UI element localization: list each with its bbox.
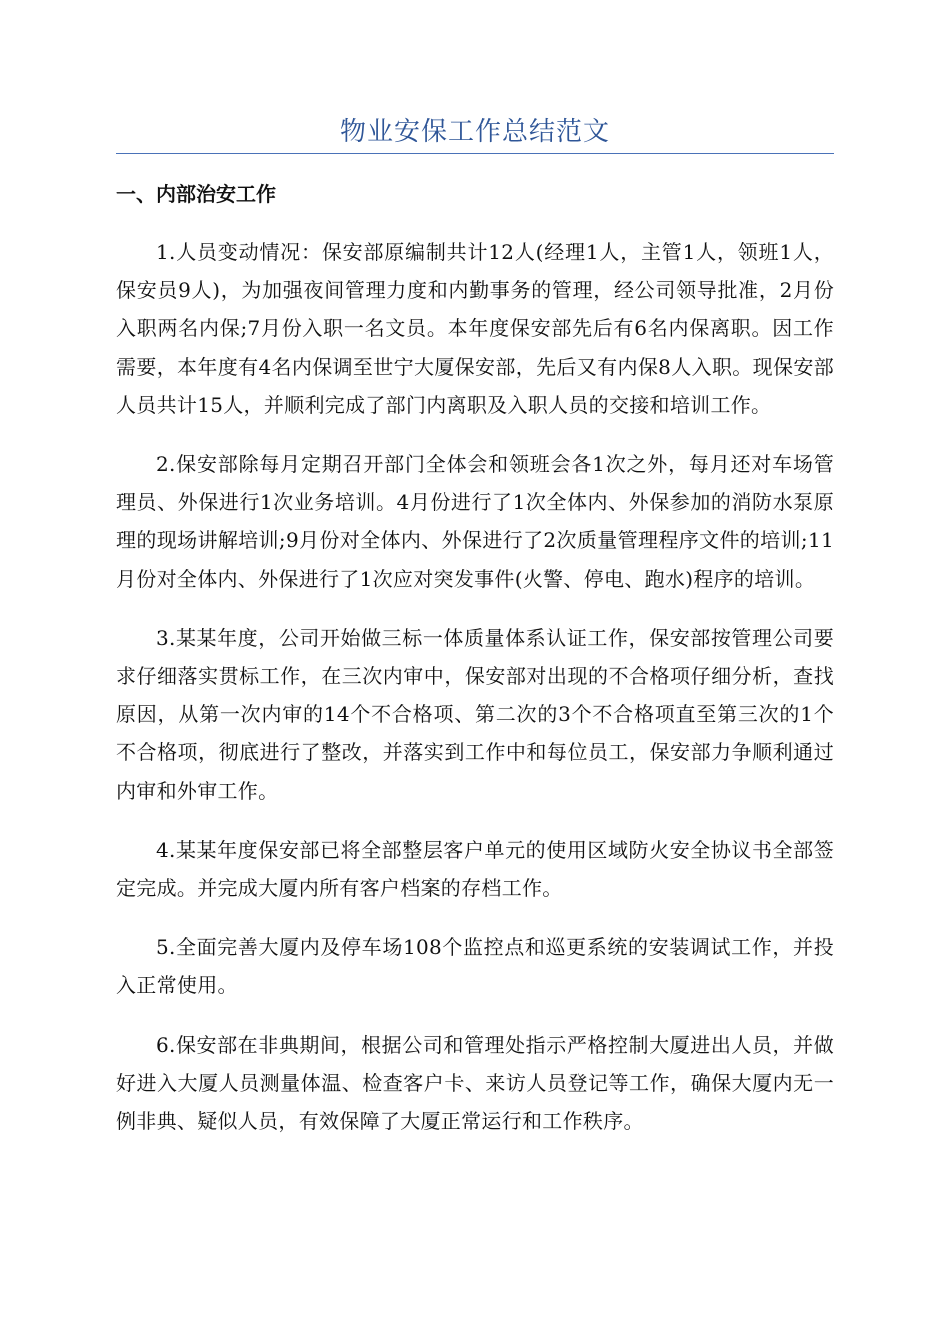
document-title: 物业安保工作总结范文 [339, 117, 610, 147]
paragraph-1: 1.人员变动情况：保安部原编制共计12人(经理1人，主管1人，领班1人，保安员9人)，为加强夜间管理力度和内勤事务的管理，经公司领导批准，2月份入职两名内保;7月份入职一名文员。本年度保安部先后有6名内保离职。因工作需要，本年度有4名内保调至世宁大厦保安部，先后又有内保8人入职。现保安部人员共计15人，并顺利完成了部门内离职及入职人员的交接和培训工作。 [116, 240, 834, 417]
section-heading: 一、内部治安工作 [116, 182, 276, 206]
paragraph-4: 4.某某年度保安部已将全部整层客户单元的使用区域防火安全协议书全部签定完成。并完成大厦内所有客户档案的存档工作。 [116, 837, 834, 901]
document-body [116, 233, 834, 1161]
title-underline [116, 153, 834, 154]
paragraph-5: 5.全面完善大厦内及停车场108个监控点和巡更系统的安装调试工作，并投入正常使用。 [116, 935, 834, 998]
paragraph-2: 2.保安部除每月定期召开部门全体会和领班会各1次之外，每月还对车场管理员、外保进行1次业务培训。4月份进行了1次全体内、外保参加的消防水泵原理的现场讲解培训;9月份对全体内、外保进行了2次质量管理程序文件的培训;11月份对全体内、外保进行了1次应对突发事件(火警、停电、跑水)程序的培训。 [116, 452, 834, 591]
paragraph-3: 3.某某年度，公司开始做三标一体质量体系认证工作，保安部按管理公司要求仔细落实贯标工作，在三次内审中，保安部对出现的不合格项仔细分析，查找原因，从第一次内审的14个不合格项、第二次的3个不合格项直至第三次的1个不合格项，彻底进行了整改，并落实到工作中和每位员工，保安部力争顺利通过内审和外审工作。 [116, 625, 834, 803]
paragraph-6: 6.保安部在非典期间，根据公司和管理处指示严格控制大厦进出人员，并做好进入大厦人员测量体温、检查客户卡、来访人员登记等工作，确保大厦内无一例非典、疑似人员，有效保障了大厦正常运行和工作秩序。 [116, 1032, 834, 1134]
